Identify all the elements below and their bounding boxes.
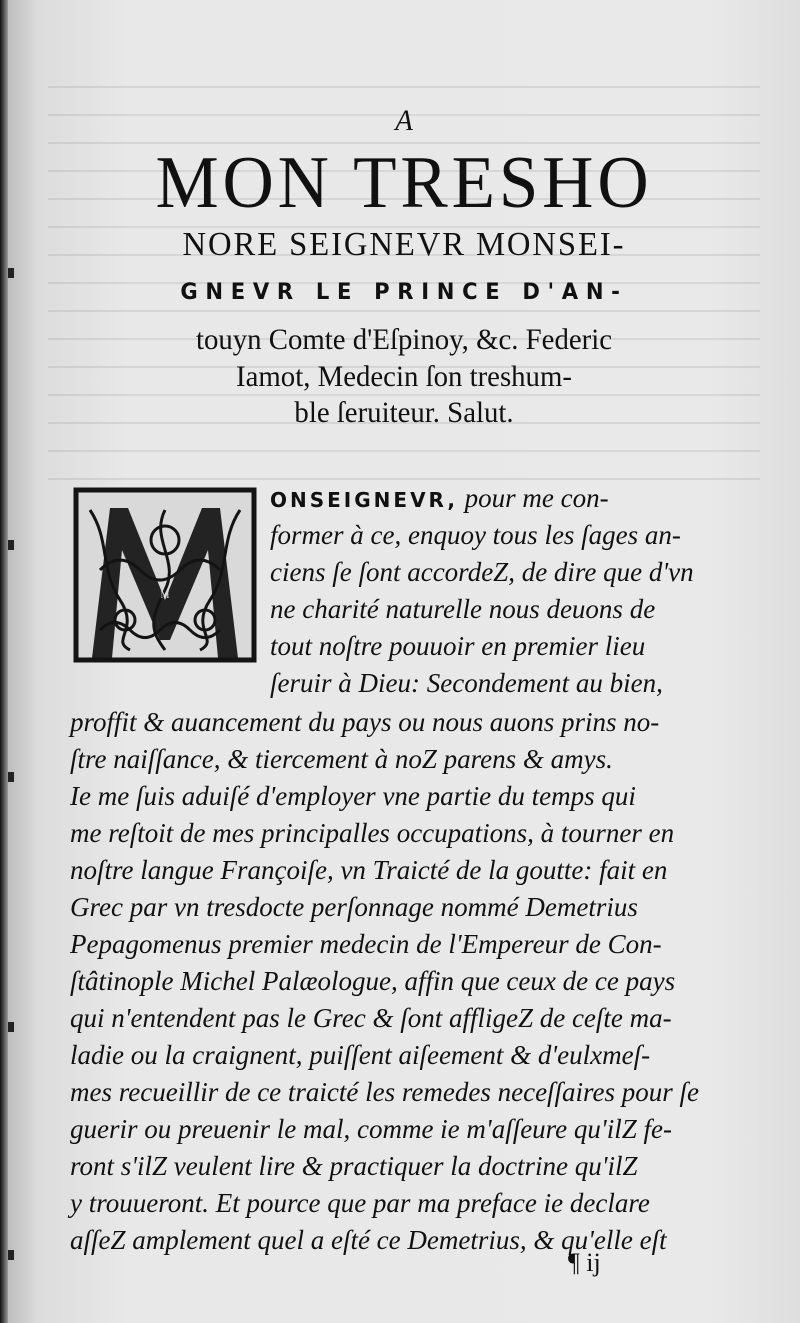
body-line-16: ladie ou la craignent, puiſſent aiſeement & d'eulxmeſ- <box>70 1040 651 1070</box>
heading-line-6: ble ſeruiteur. Salut. <box>294 396 514 429</box>
body-line-1: ONSEIGNEVR, pour me con- <box>270 483 609 513</box>
body-line-4: ne charité naturelle nous deuons de <box>270 594 656 624</box>
body-line-6: ſeruir à Dieu: Secondement au bien, <box>270 668 663 698</box>
binding-stitch-marks <box>8 0 28 1323</box>
body-line-10: me reſtoit de mes principalles occupations, à tourner en <box>70 818 675 848</box>
body-line-2: former à ce, enquoy tous les ſages an- <box>270 520 681 550</box>
woodcut-initial-icon <box>70 480 260 670</box>
first-word: ONSEIGNEVR, <box>270 488 458 512</box>
body-line-8: ſtre naiſſance, & tiercement à noZ parens & amys. <box>70 744 613 774</box>
folio-mark: ¶ ij <box>568 1248 601 1277</box>
heading-line-4: touyn Comte d'Eſpinoy, &c. Federic <box>195 323 613 356</box>
body-line-7: proffit & auancement du pays ou nous auons prins no- <box>70 707 660 737</box>
body-line-15: qui n'entendent pas le Grec & ſont affligeZ de ceſte ma- <box>70 1003 672 1033</box>
body-line-13: Pepagomenus premier medecin de l'Empereur de Con- <box>70 929 662 959</box>
body-line-19: ront s'ilZ veulent lire & practiquer la doctrine qu'ilZ <box>70 1151 638 1181</box>
heading-line-2: NORE SEIGNEVR MONSEI- <box>182 226 626 263</box>
body-line-14: ſtâtinople Michel Palæologue, affin que ceux de ce pays <box>70 966 676 996</box>
body-line-18: guerir ou preuenir le mal, comme ie m'aſſeure qu'ilZ fe- <box>70 1114 672 1144</box>
body-line-11: noſtre langue Françoiſe, vn Traicté de la goutte: fait en <box>70 855 668 885</box>
heading-prefix: A <box>395 104 413 137</box>
heading-line-1: MON TRESHO <box>155 142 653 224</box>
body-line-17: mes recueillir de ce traicté les remedes neceſſaires pour ſe <box>70 1077 700 1107</box>
body-line-5: tout noſtre pouuoir en premier lieu <box>270 631 646 661</box>
svg-text:M: M <box>160 590 170 601</box>
body-line-20: y trouueront. Et pource que par ma preface ie declare <box>70 1188 650 1218</box>
page-gutter <box>0 0 8 1323</box>
body-line-12: Grec par vn tresdocte perſonnage nommé Demetrius <box>70 892 638 922</box>
body-line-9: Ie me ſuis aduiſé d'employer vne partie du temps qui <box>70 781 636 811</box>
body-line-3: ciens ſe ſont accordeZ, de dire que d'vn <box>270 557 694 587</box>
body-line-21: aſſeZ amplement quel a eſté ce Demetrius, & qu'elle eſt <box>70 1225 667 1255</box>
decorated-initial-m <box>70 480 260 670</box>
book-page <box>8 0 800 1323</box>
heading-line-5: Iamot, Medecin ſon treshum- <box>236 360 572 393</box>
heading-line-3: GNEVR LE PRINCE D'AN- <box>180 280 628 305</box>
